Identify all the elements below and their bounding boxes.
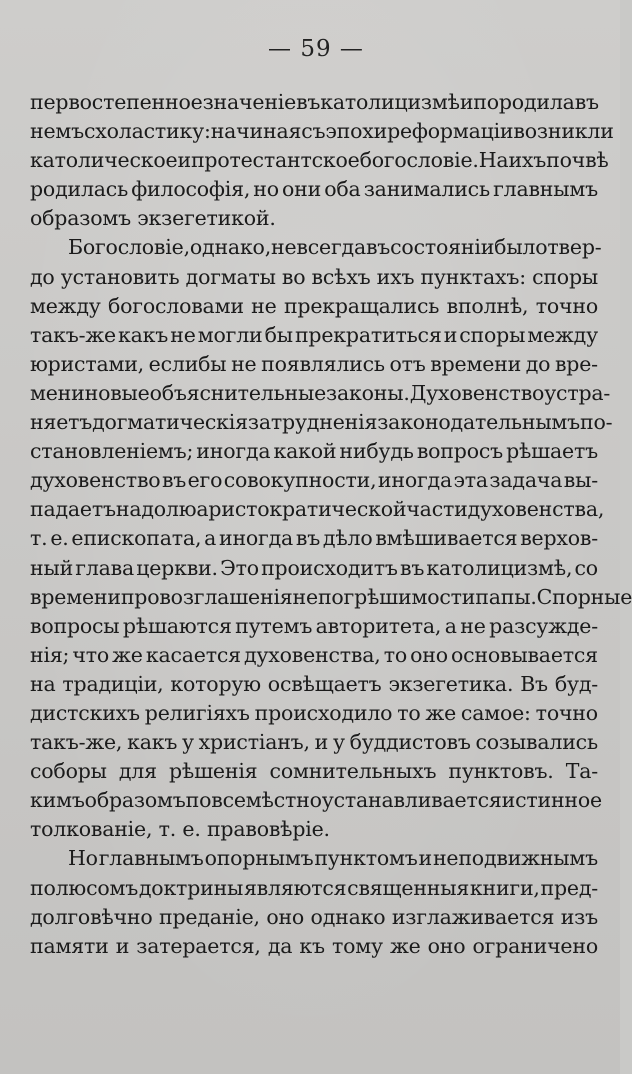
- text-line: до установить догматы во всѣхъ ихъ пунктахъ: споры: [30, 264, 598, 289]
- text-line: соборы для рѣшенiя сомнительныхъ пунктовъ. Та-: [30, 759, 598, 784]
- text-line: такъ-же, какъ у христiанъ, и у буддистовъ созывались: [30, 730, 598, 755]
- text-line: Но главнымъ опорнымъ пунктомъ и неподвижнымъ: [68, 846, 598, 871]
- text-line: няетъ догматическiя затрудненiя законодательнымъ по-: [30, 410, 613, 435]
- text-line: ный глава церкви. Это происходитъ въ католицизмѣ, со: [30, 555, 598, 580]
- paragraph: [30, 844, 598, 960]
- text-line: памяти и затерается, да къ тому же оно ограничено: [30, 933, 598, 958]
- body-text: [30, 88, 632, 961]
- text-line: падаетъ на долю аристократической части духовенства,: [30, 497, 605, 522]
- text-line: мени новые объяснительные законы. Духовенство устра-: [30, 380, 611, 405]
- text-line: между богословами не прекращались вполнѣ, точно: [30, 293, 598, 318]
- text-line: нiя; что же касается духовенства, то оно основывается: [30, 642, 598, 667]
- text-line: первостепенное значенiе въ католицизмѣ и породила въ: [30, 90, 599, 114]
- text-line: духовенство въ его совокупности, иногда эта задача вы-: [30, 468, 598, 493]
- text-line: становленiемъ; иногда какой нибудь вопросъ рѣшаетъ: [30, 439, 598, 464]
- text-line: родилась философiя, но они оба занимались главнымъ: [30, 177, 598, 202]
- text-line: немъ схоластику: начиная съ эпохи реформацiи возникли: [30, 119, 614, 144]
- text-line: юристами, еслибы не появлялись отъ времени до вре-: [30, 351, 598, 376]
- text-line: толкованiе, т. е. правовѣрiе.: [30, 817, 330, 842]
- text-line: долговѣчно преданiе, оно однако изглаживается изъ: [30, 904, 598, 929]
- page-number: — 59 —: [268, 36, 364, 62]
- text-line: католическое и протестантское богословiе. На ихъ почвѣ: [30, 148, 609, 173]
- text-line: дистскихъ религiяхъ происходило то же самое: точно: [30, 700, 598, 725]
- text-line: образомъ экзегетикой.: [30, 206, 276, 231]
- text-line: полюсомъ доктрины являются священныя книги, пред-: [30, 875, 598, 900]
- text-line: кимъ образомъ повсемѣстно устанавливается истинное: [30, 788, 602, 813]
- text-line: на традицiи, которую освѣщаетъ экзегетика. Въ буд-: [30, 671, 598, 696]
- text-line: такъ-же какъ не могли бы прекратиться и споры между: [30, 322, 598, 347]
- text-line: Богословiе, однако, не всегда въ состоянiи было твер-: [68, 235, 602, 260]
- text-line: вопросы рѣшаются путемъ авторитета, а не разсужде-: [30, 613, 598, 638]
- paragraph: [30, 88, 614, 233]
- paragraph: [30, 233, 632, 844]
- text-line: времени провозглашенiя непогрѣшимости папы. Спорные: [30, 584, 632, 609]
- text-line: т. е. епископата, а иногда въ дѣло вмѣшивается верхов-: [30, 526, 598, 551]
